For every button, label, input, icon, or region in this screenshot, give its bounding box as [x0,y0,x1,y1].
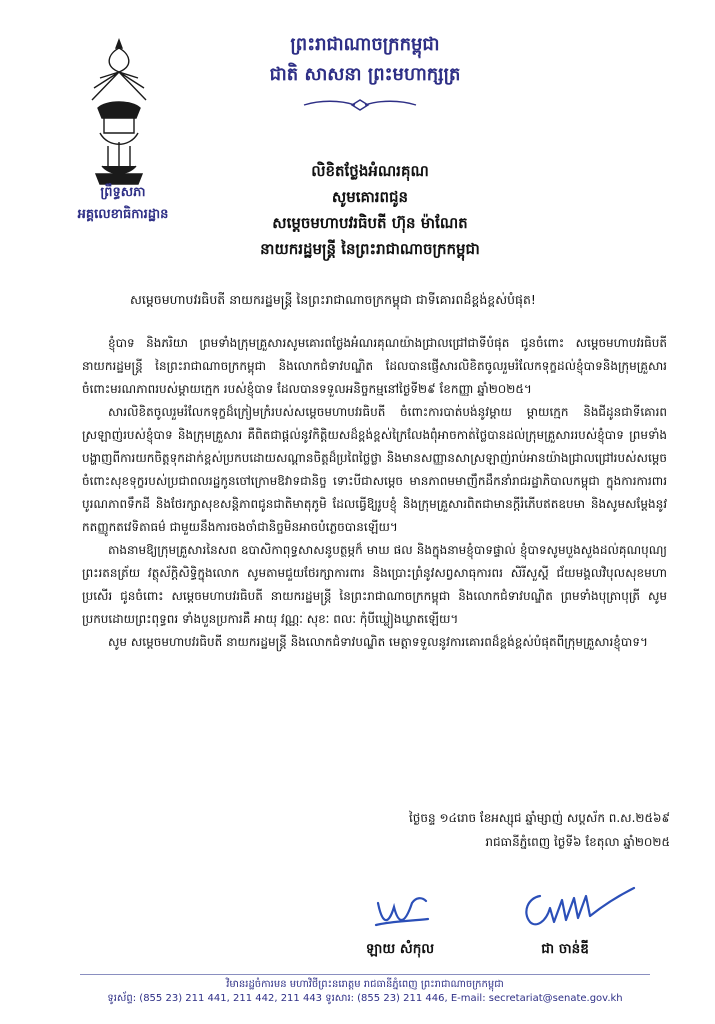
signatory-1-name: ឡាយ សំកុល [365,941,435,957]
royal-emblem-icon [88,38,150,188]
salutation: សម្ដេចមហាបវរធិបតី នាយករដ្ឋមន្ត្រី នៃព្រះរាជាណាចក្រកម្ពុជា ជាទីគោរពដ៏ខ្ពង់ខ្ពស់បំផុត! [130,292,536,307]
ornament-divider-icon [300,98,420,112]
footer-contact: ទូរស័ព្ទ: (855 23) 211 441, 211 442, 211 443 ទូរសារ: (855 23) 211 446, E-mail: secretariat@senate.gov.kh [107,993,623,1004]
title-line-3: សម្ដេចមហាបវរធិបតី ហ៊ុន ម៉ាណែត [272,214,468,232]
solar-date: រាជធានីភ្នំពេញ ថ្ងៃទី៦ ខែតុលា ឆ្នាំ២០២៥ [485,835,670,849]
footer [80,978,650,1006]
department-name: អគ្គលេខាធិការដ្ឋាន [77,207,169,222]
kingdom-header [215,30,515,90]
title-line-4: នាយករដ្ឋមន្ត្រី នៃព្រះរាជាណាចក្រកម្ពុជា [260,240,480,258]
title-line-2: សូមគោរពជូន [331,188,409,206]
kingdom-name: ព្រះរាជាណាចក្រកម្ពុជា [290,34,440,55]
paragraph-2: សារលិខិតចូលរួមរំលែកទុក្ខដ៏ក្រៀមក្រំរបស់សម្ដេចមហាបវរធិបតី ចំពោះការបាត់បង់នូវម្ដាយ ម្ដាយក្មេក និងជីដូនជាទីគោរពស្រឡាញ់របស់ខ្ញុំបាទ និងក្រុមគ្រួសារ គឺពិតជាផ្ដល់នូវកិត្តិយសដ៏ខ្ពង់ខ្ពស់ក្រៃលែងពុំអាចកាត់ថ្លៃបានដល់ក្រុមគ្រួសាររបស់ខ្ញុំបាទ ព្រមទាំងបង្ហាញពីការយកចិត្តទុកដាក់ខ្ពស់ប្រកបដោយសណ្ដានចិត្តដ៏ប្រពៃថ្លៃថ្លា និងមានសញ្ញានសាស្រឡាញ់រាប់អានយ៉ាងជ្រាលជ្រៅរបស់សម្ដេច ចំពោះសុខទុក្ខរបស់ប្រជាពលរដ្ឋកូនចៅក្រោមឱវាទជានិច្ច ទោះបីជាសម្ដេច មានភាពមមាញឹកដឹកនាំរាជរដ្ឋាភិបាលកម្ពុជា ក្នុងការការពារបូរណភាពទឹកដី និងថែរក្សាសុខសន្តិភាពជូនជាតិមាតុភូមិ ដែលធ្វើឱ្យរូបខ្ញុំ និងក្រុមគ្រួសារពិតជាមានក្ដីរំភើបឥតឧបមា និងសូមសម្ដែងនូវកតញ្ញូកតវេទិតាធម៌ ជាមួយនឹងការចងចាំជានិច្ចមិនអាចបំភ្លេចបានឡើយ។ [82,405,667,534]
footer-address: វិមានរដ្ឋចំការមន មហាវិថីព្រះនរោត្តម រាជធានីភ្នំពេញ ព្រះរាជាណាចក្រកម្ពុជា [226,979,504,990]
signature-2-icon [510,878,640,938]
national-motto: ជាតិ សាសនា ព្រះមហាក្សត្រ [269,64,461,85]
lunar-date: ថ្ងៃចន្ទ ១៤រោច ខែអស្សុជ ឆ្នាំម្សាញ់ សប្តស័ក ព.ស.២៥៦៩ [408,811,670,825]
title-line-1: លិខិតថ្លែងអំណរគុណ [311,162,429,180]
signature-1-icon [372,893,432,933]
institution-name: ព្រឹទ្ធសភា [100,185,146,200]
letter-title [160,158,580,262]
footer-divider [80,974,650,975]
paragraph-3: តាងនាមឱ្យក្រុមគ្រួសារនៃសព ឧបាសិកាពុទ្ធសាសនូបត្ថម្ភក៏ មាឃ ផល និងក្នុងនាមខ្ញុំបាទផ្ទាល់ ខ្ញុំបាទសូមបួងសួងដល់គុណបុណ្យព្រះរតនត្រ័យ វត្ថុស័ក្ដិសិទ្ធិក្នុងលោក សូមតាមជួយថែរក្សាការពារ និងប្រោះព្រំនូវសព្វសាធុការពរ សិរីសួស្ដី ជ័យមង្គលវិបុលសុខមហាប្រសើរ ជូនចំពោះ សម្ដេចមហាបវរធិបតី នាយករដ្ឋមន្ត្រី នៃព្រះរាជាណាចក្រកម្ពុជា និងលោកជំទាវបណ្ឌិត ព្រមទាំងបុត្រាបុត្រី សូមប្រកបដោយព្រះពុទ្ធពរ ទាំងបួនប្រការគឺ អាយុ វណ្ណៈ សុខៈ ពលៈ កុំបីឃ្លៀងឃ្លាតឡើយ។ [82,543,667,626]
paragraph-4: សូម សម្ដេចមហាបវរធិបតី នាយករដ្ឋមន្ត្រី និងលោកជំទាវបណ្ឌិត មេត្តាទទួលនូវការគោរពដ៏ខ្ពង់ខ្ពស់បំផុតពីក្រុមគ្រួសារខ្ញុំបាទ។ [108,635,648,649]
letter-body [82,332,667,654]
paragraph-1: ខ្ញុំបាទ និងភរិយា ព្រមទាំងក្រុមគ្រួសារសូមគោរពថ្លែងអំណរគុណយ៉ាងជ្រាលជ្រៅជាទីបំផុត ជូនចំពោះ សម្ដេចមហាបវរធិបតី នាយករដ្ឋមន្ត្រី នៃព្រះរាជាណាចក្រកម្ពុជា និងលោកជំទាវបណ្ឌិត ដែលបានផ្ញើសារលិខិតចូលរួមរំលែកទុក្ខដល់ខ្ញុំបាទនិងក្រុមគ្រួសារ ចំពោះមរណភាពរបស់ម្ដាយក្មេក របស់ខ្ញុំបាទ ដែលបានទទួលអនិច្ចកម្មនៅថ្ងៃទី២៩ ខែកញ្ញា ឆ្នាំ២០២៥។ [82,336,667,396]
date-block [300,806,670,854]
signatory-2-name: ជា ចាន់ឌី [541,941,589,957]
